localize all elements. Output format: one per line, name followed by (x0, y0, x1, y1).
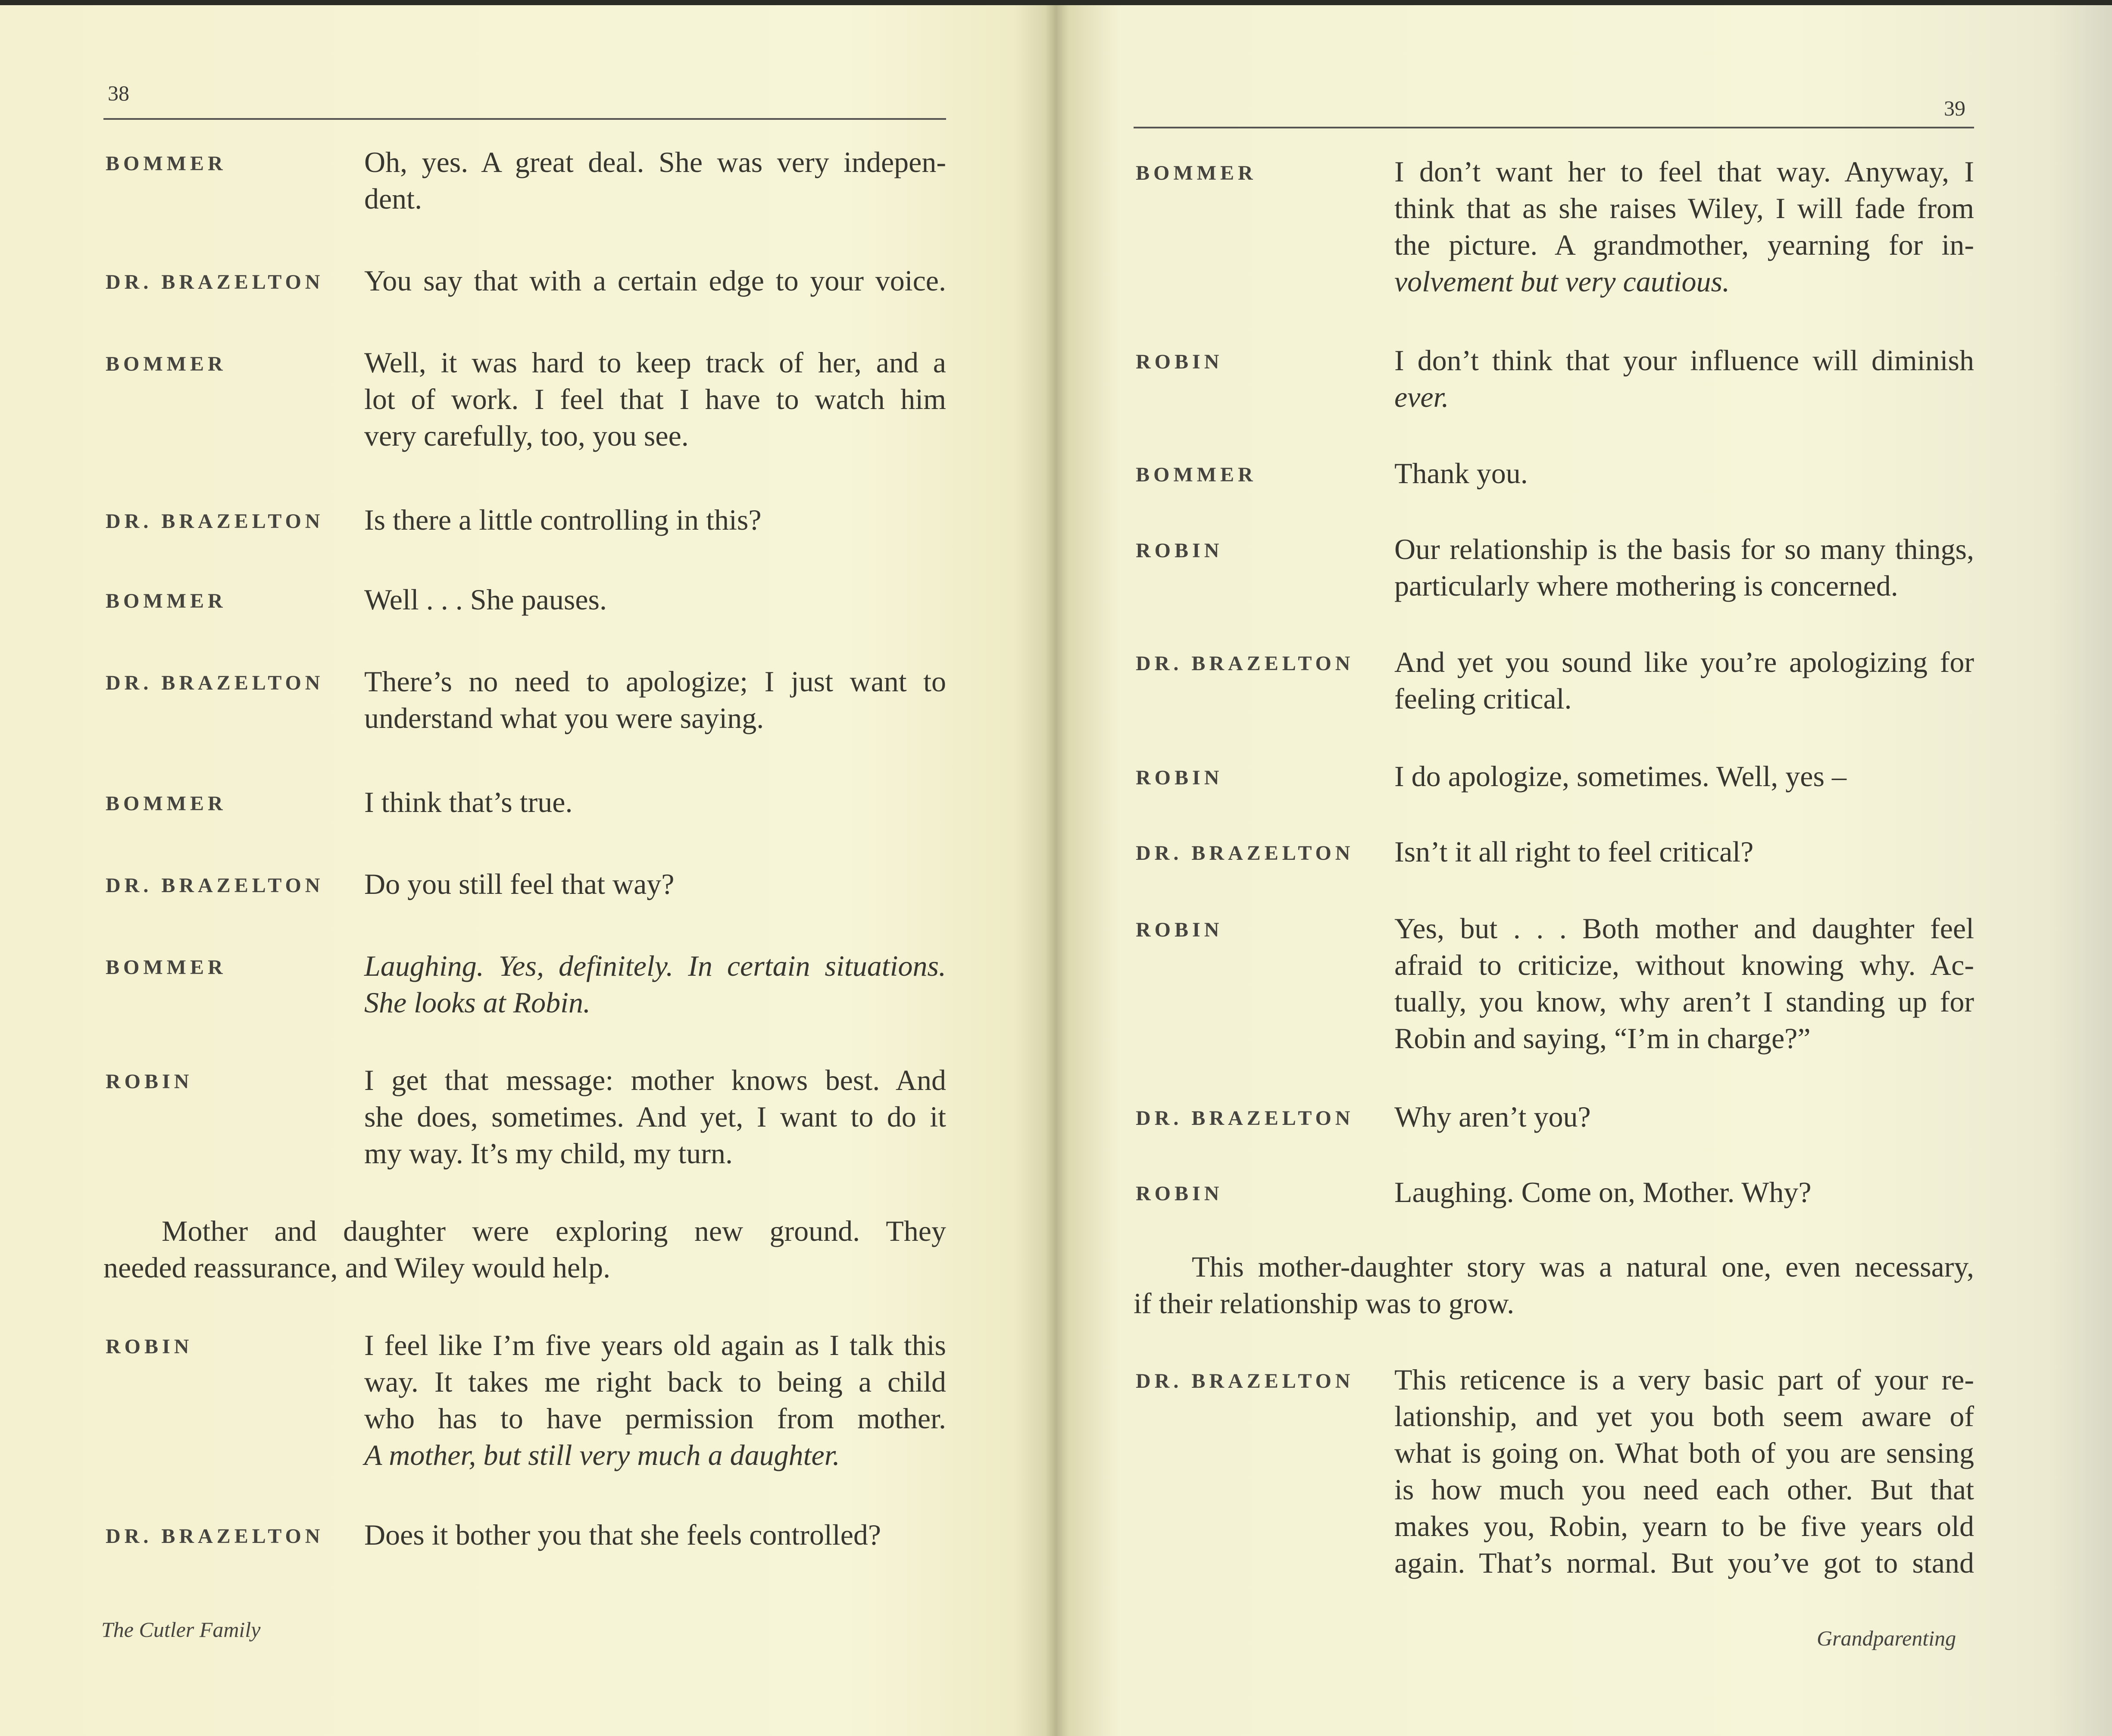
dialogue-line: She looks at Robin. (364, 986, 591, 1019)
speaker-label: DR. BRAZELTON (106, 874, 324, 897)
dialogue-line: This reticence is a very basic part of your re- (1394, 1363, 1974, 1396)
speaker-label: ROBIN (106, 1335, 193, 1358)
speaker-label: DR. BRAZELTON (106, 671, 324, 694)
speaker-label: BOMMER (1136, 463, 1257, 486)
dialogue-line: feeling critical. (1394, 682, 1572, 715)
page-number: 38 (108, 81, 129, 105)
dialogue-line: I do apologize, sometimes. Well, yes – (1394, 760, 1846, 793)
page-number: 39 (1944, 96, 1965, 120)
dialogue-line: the picture. A grandmother, yearning for in- (1394, 228, 1974, 261)
header-rule (103, 118, 946, 120)
right-page (1043, 5, 2112, 1736)
dialogue-line: A mother, but still very much a daughter. (364, 1439, 840, 1471)
speaker-label: DR. BRAZELTON (1136, 842, 1354, 865)
speaker-label: BOMMER (106, 152, 227, 175)
dialogue-line: Well . . . She pauses. (364, 583, 607, 616)
dialogue-line: There’s no need to apologize; I just want to (364, 665, 946, 698)
speaker-label: ROBIN (106, 1070, 193, 1093)
speaker-label: DR. BRAZELTON (106, 510, 324, 533)
dialogue-line: Oh, yes. A great deal. She was very indepen- (364, 146, 946, 178)
dialogue-line: think that as she raises Wiley, I will fade from (1394, 192, 1974, 225)
dialogue-line: way. It takes me right back to being a child (364, 1365, 946, 1398)
dialogue-line: Yes, but . . . Both mother and daughter feel (1394, 912, 1974, 945)
dialogue-line: Robin and saying, “I’m in charge?” (1394, 1022, 1811, 1055)
dialogue-line: again. That’s normal. But you’ve got to stand (1394, 1546, 1974, 1579)
speaker-label: BOMMER (106, 792, 227, 815)
speaker-label: DR. BRAZELTON (1136, 652, 1354, 675)
dialogue-line: makes you, Robin, yearn to be five years old (1394, 1510, 1974, 1542)
dialogue-line: Isn’t it all right to feel critical? (1394, 835, 1754, 868)
narrative-line: Mother and daughter were exploring new ground. They (162, 1215, 946, 1247)
dialogue-line: Laughing. Come on, Mother. Why? (1394, 1176, 1812, 1208)
speaker-label: BOMMER (1136, 162, 1257, 184)
dialogue-line: Our relationship is the basis for so many things, (1394, 533, 1974, 565)
dialogue-line: I feel like I’m five years old again as I talk this (364, 1329, 946, 1361)
speaker-label: DR. BRAZELTON (106, 1525, 324, 1548)
dialogue-line: lationship, and yet you both seem aware of (1394, 1400, 1974, 1433)
dialogue-line: very carefully, too, you see. (364, 419, 689, 452)
dialogue-line: what is going on. What both of you are sensing (1394, 1436, 1974, 1469)
dialogue-line: Why aren’t you? (1394, 1100, 1591, 1133)
dialogue-line: You say that with a certain edge to your voice. (364, 264, 946, 297)
speaker-label: ROBIN (1136, 918, 1223, 941)
header-rule (1134, 127, 1974, 128)
running-footer: Grandparenting (1817, 1626, 1956, 1650)
dialogue-line: afraid to criticize, without knowing why. Ac- (1394, 949, 1974, 981)
dialogue-line: particularly where mothering is concerned. (1394, 569, 1898, 602)
book-spread (0, 5, 2112, 1736)
dialogue-line: my way. It’s my child, my turn. (364, 1137, 733, 1170)
dialogue-line: Does it bother you that she feels controlled? (364, 1518, 881, 1551)
dialogue-line: volvement but very cautious. (1394, 265, 1730, 298)
speaker-label: DR. BRAZELTON (1136, 1107, 1354, 1130)
speaker-label: BOMMER (106, 353, 227, 375)
dialogue-line: ever. (1394, 381, 1449, 413)
speaker-label: ROBIN (1136, 350, 1223, 373)
dialogue-line: understand what you were saying. (364, 702, 764, 734)
dialogue-line: she does, sometimes. And yet, I want to do it (364, 1100, 946, 1133)
dialogue-line: Do you still feel that way? (364, 868, 675, 900)
dialogue-line: Is there a little controlling in this? (364, 503, 762, 536)
narrative-line: This mother-daughter story was a natural one, even necessary, (1192, 1250, 1974, 1283)
dialogue-line: I get that message: mother knows best. And (364, 1064, 946, 1096)
dialogue-line: I think that’s true. (364, 786, 573, 818)
dialogue-line: dent. (364, 182, 422, 215)
dialogue-line: Laughing. Yes, definitely. In certain situations. (364, 949, 946, 982)
dialogue-line: Thank you. (1394, 457, 1528, 490)
narrative-line: needed reassurance, and Wiley would help. (103, 1251, 611, 1284)
speaker-label: BOMMER (106, 590, 227, 612)
dialogue-line: Well, it was hard to keep track of her, and a (364, 346, 946, 379)
dialogue-line: lot of work. I feel that I have to watch him (364, 383, 946, 415)
speaker-label: DR. BRAZELTON (1136, 1370, 1354, 1393)
dialogue-line: is how much you need each other. But that (1394, 1473, 1974, 1506)
dialogue-line: And yet you sound like you’re apologizing for (1394, 646, 1974, 678)
speaker-label: ROBIN (1136, 539, 1223, 562)
dialogue-line: tually, you know, why aren’t I standing up for (1394, 985, 1974, 1018)
speaker-label: DR. BRAZELTON (106, 271, 324, 293)
running-footer: The Cutler Family (101, 1617, 261, 1642)
dialogue-line: who has to have permission from mother. (364, 1402, 946, 1435)
narrative-line: if their relationship was to grow. (1134, 1287, 1515, 1320)
dialogue-line: I don’t want her to feel that way. Anyway, I (1394, 155, 1974, 188)
speaker-label: ROBIN (1136, 766, 1223, 789)
dialogue-line: I don’t think that your influence will diminish (1394, 344, 1974, 377)
left-page (0, 5, 1043, 1736)
speaker-label: ROBIN (1136, 1182, 1223, 1205)
speaker-label: BOMMER (106, 956, 227, 979)
